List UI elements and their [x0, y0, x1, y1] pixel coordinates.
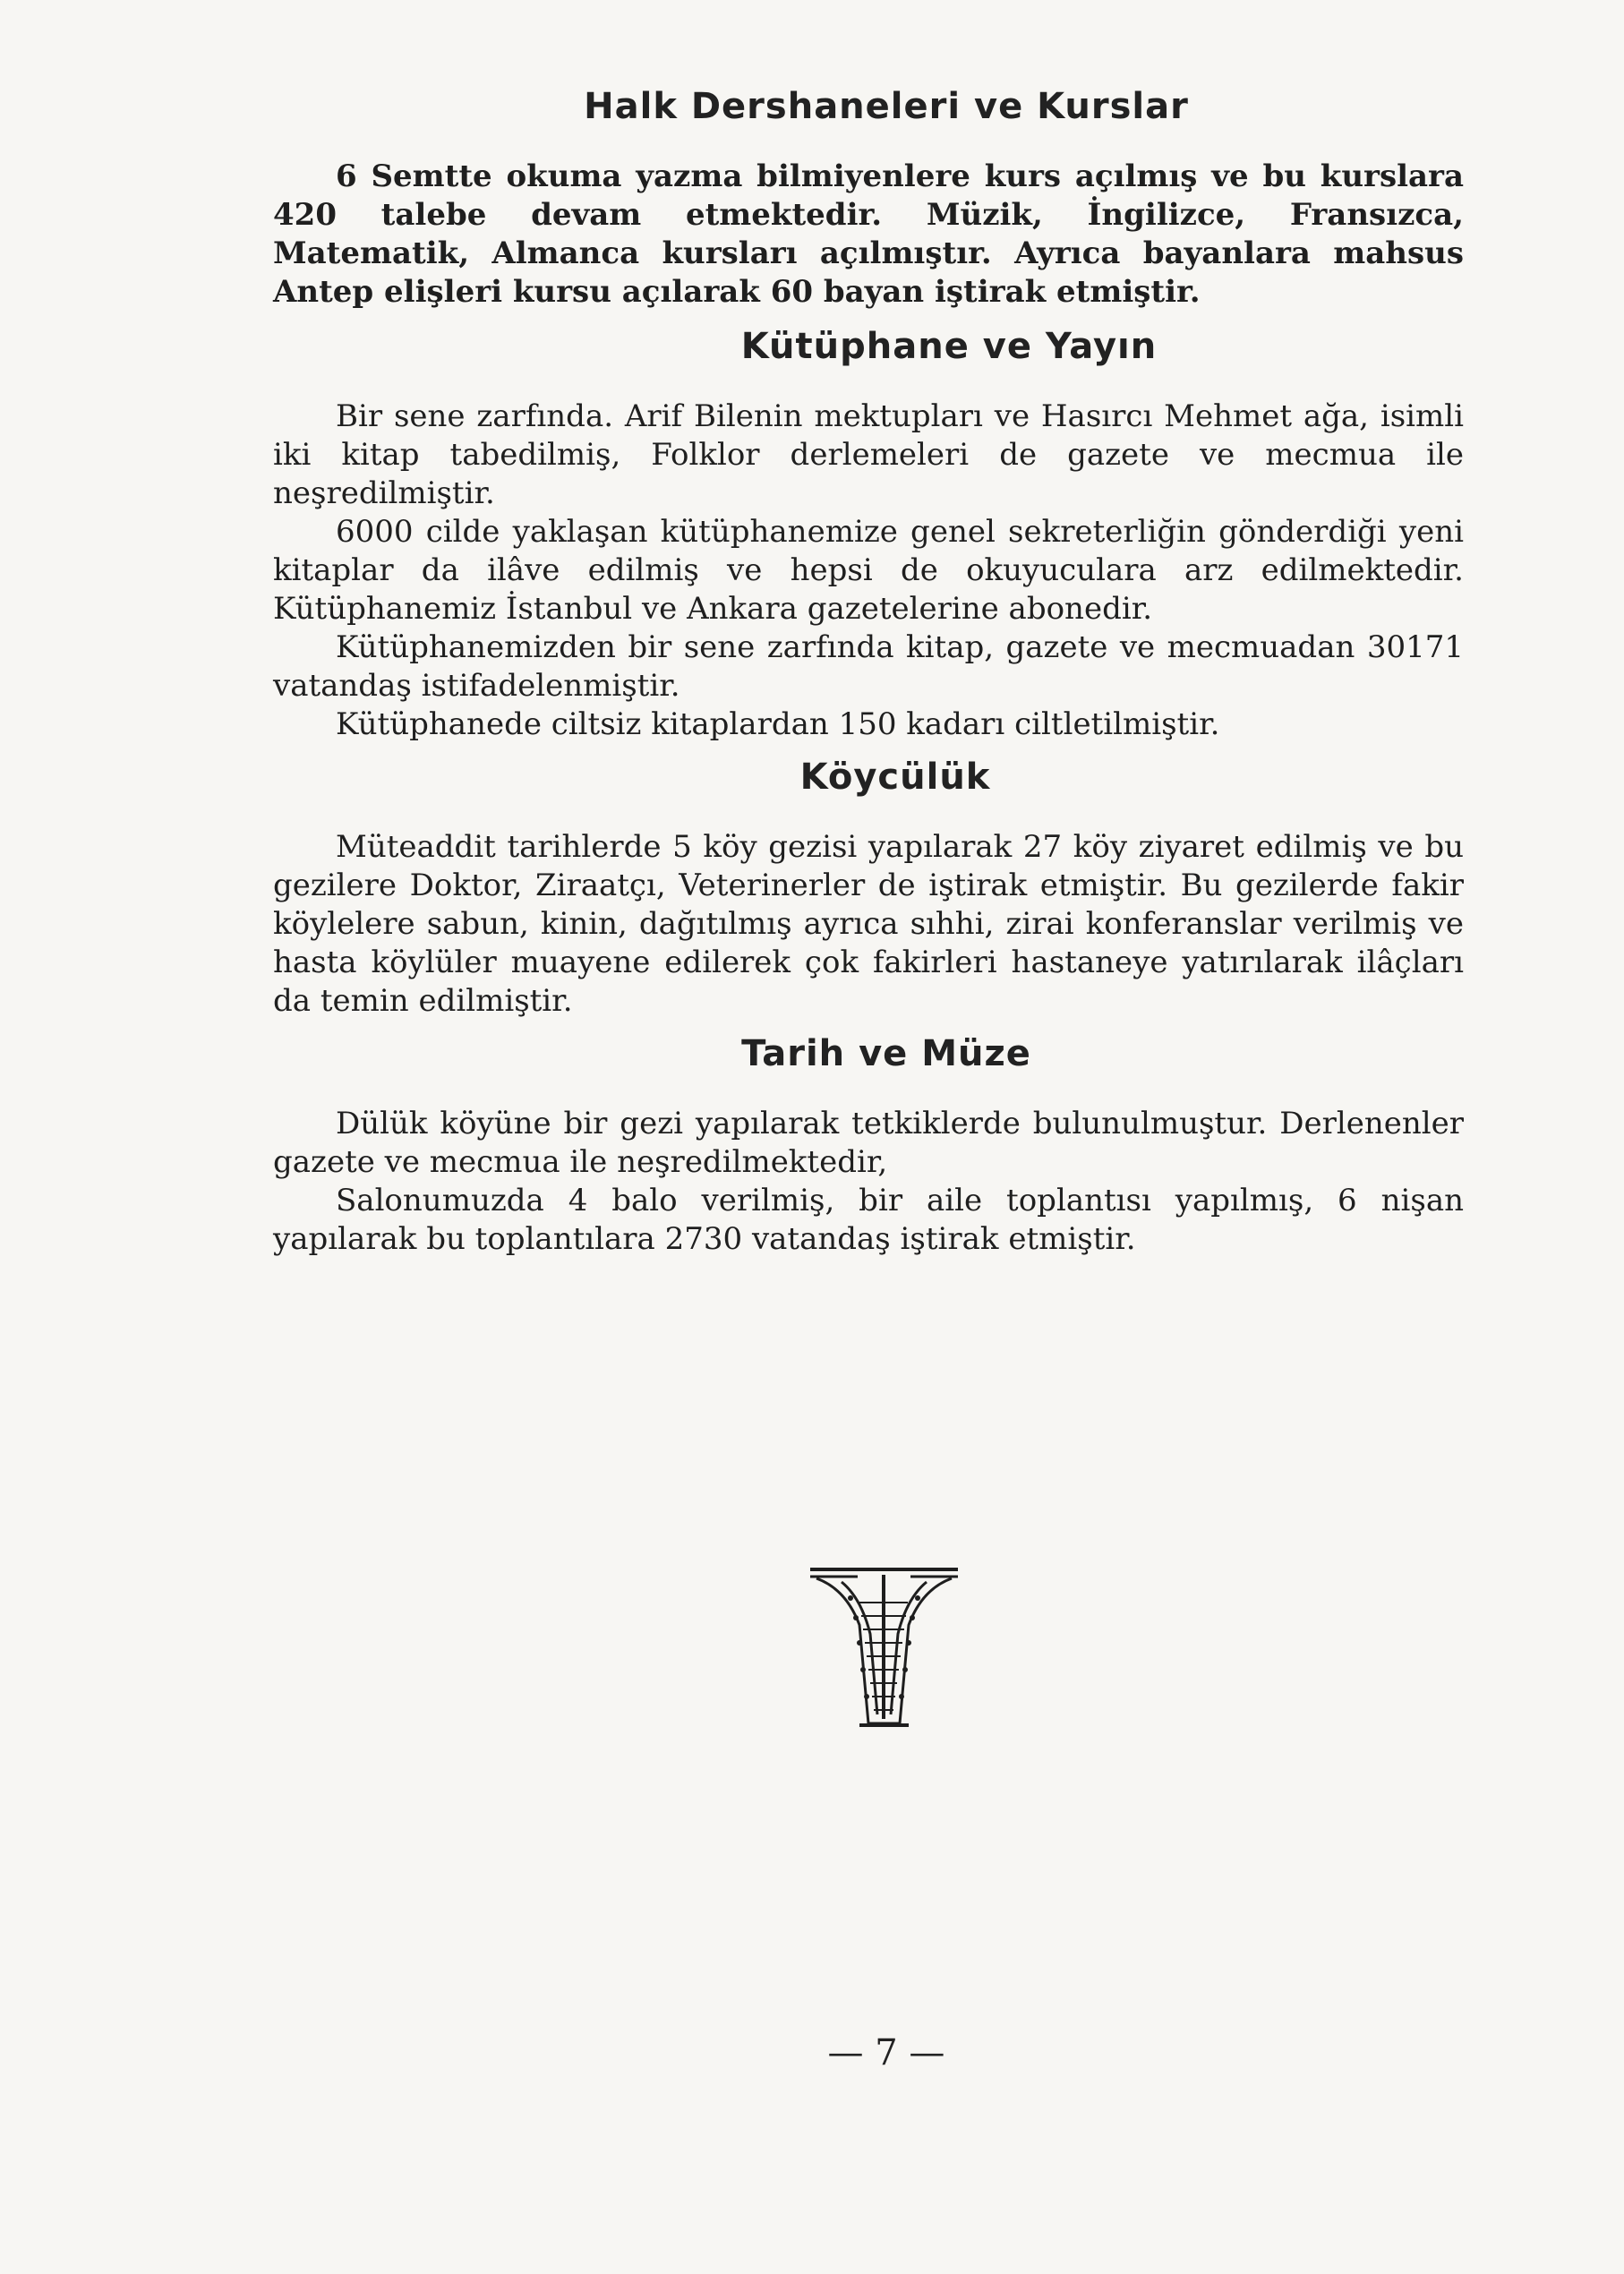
section-paragraph: Kütüphanemizden bir sene zarfında kitap, gazete ve mecmuadan 30171 vatandaş istifadelenmiştir.: [273, 629, 1464, 704]
page-number: — 7 —: [827, 2032, 945, 2073]
section-paragraph: Dülük köyüne bir gezi yapılarak tetkiklerde bulunulmuştur. Derlenenler gazete ve mecmua ile neşredilmektedir,: [273, 1106, 1464, 1180]
section-paragraph: Bir sene zarfında. Arif Bilenin mektupları ve Hasırcı Mehmet ağa, isimli iki kitap tabedilmiş, Folklor derlemeleri de gazete ve mecmua ile neşredilmiştir.: [273, 398, 1464, 511]
section-paragraph: 6000 cilde yaklaşan kütüphanemize genel sekreterliğin gönderdiği yeni kitaplar da ilâve edilmiş ve hepsi de okuyuculara arz edilmektedir. Kütüphanemiz İstanbul ve Ankara gazetelerine abonedir.: [273, 514, 1464, 627]
section-paragraph: Salonumuzda 4 balo verilmiş, bir aile toplantısı yapılmış, 6 nişan yapılarak bu toplantılara 2730 vatandaş iştirak etmiştir.: [273, 1183, 1464, 1257]
section-paragraph: 6 Semtte okuma yazma bilmiyenlere kurs açılmış ve bu kurslara 420 talebe devam etmektedir. Müzik, İngilizce, Fransızca, Matematik, Almanca kursları açılmıştır. Ayrıca bayanlara mahsus Antep elişleri kursu açılarak 60 bayan iştirak etmiştir.: [273, 158, 1464, 310]
section-heading: Halk Dershaneleri ve Kurslar: [584, 86, 1189, 127]
section-paragraph: Kütüphanede ciltsiz kitaplardan 150 kadarı ciltletilmiştir.: [336, 706, 1220, 742]
section-kutuphane: [273, 326, 1464, 744]
section-tarih-muze: [273, 1033, 1464, 1259]
section-paragraph: Müteaddit tarihlerde 5 köy gezisi yapılarak 27 köy ziyaret edilmiş ve bu gezilere Doktor, Ziraatçı, Veterinerler de iştirak etmiştir. Bu gezilerde fakir köylelere sabun, kinin, dağıtılmış ayrıca sıhhi, zirai konferanslar verilmiş ve hasta köylüler muayene edilerek çok fakirleri hastaneye yatırılarak ilâçları da temin edilmiştir.: [273, 829, 1464, 1019]
section-heading: Kütüphane ve Yayın: [740, 326, 1158, 367]
section-heading: Tarih ve Müze: [741, 1033, 1031, 1074]
section-heading: Köycülük: [799, 757, 991, 798]
section-koyculuk: [273, 757, 1464, 1021]
page-content: [273, 79, 1464, 1268]
decorative-v-emblem-icon: [806, 1562, 962, 1732]
section-halk-dershaneleri: [273, 86, 1464, 312]
